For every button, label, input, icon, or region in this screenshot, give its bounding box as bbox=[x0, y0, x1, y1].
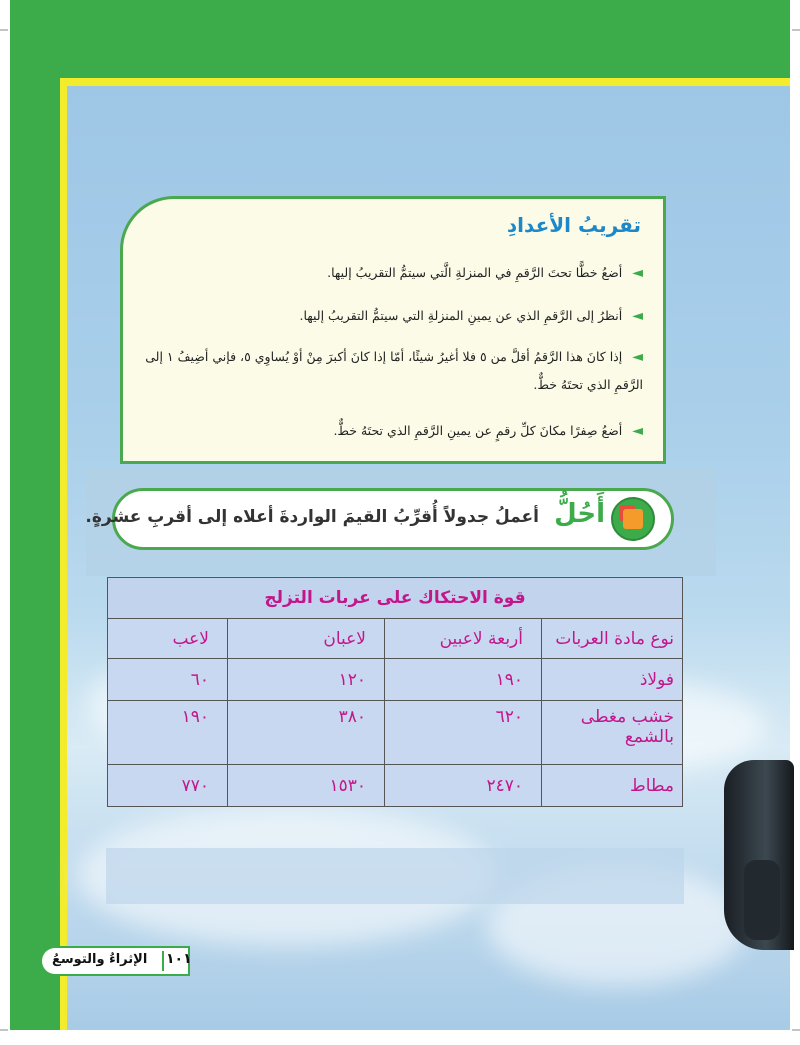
empty-strip bbox=[106, 848, 684, 904]
page-number: ١٠١ bbox=[166, 951, 192, 967]
table-header: نوع مادة العربات bbox=[542, 619, 683, 659]
table-cell: مطاط bbox=[542, 765, 683, 807]
table-title: قوة الاحتكاك على عربات التزلج bbox=[108, 578, 683, 619]
rules-box bbox=[120, 196, 666, 464]
rule-text: أضعُ خطًّا تحتَ الرَّقمِ في المنزلةِ الَّتي سيتمُّ التقريبُ إليها. bbox=[327, 265, 623, 280]
table-cell: ٣٨٠ bbox=[228, 701, 385, 765]
bullet-arrow-icon: ◄ bbox=[632, 308, 643, 324]
banner-instruction: أعملُ جدولاً أُقرِّبُ القيمَ الواردةَ أعلاه إلى أقربِ عشرةٍ. bbox=[85, 507, 539, 527]
table-cell: ٦٠ bbox=[108, 659, 228, 701]
table-cell: ٧٧٠ bbox=[108, 765, 228, 807]
table-header: لاعب bbox=[108, 619, 228, 659]
rule-item bbox=[143, 343, 643, 399]
bullet-arrow-icon: ◄ bbox=[632, 265, 643, 281]
table-row bbox=[108, 659, 683, 701]
rule-item bbox=[143, 302, 643, 330]
table-cell: ١٥٣٠ bbox=[228, 765, 385, 807]
table-header: أربعة لاعبين bbox=[385, 619, 542, 659]
table-cell: فولاذ bbox=[542, 659, 683, 701]
rule-text: إذا كانَ هذا الرَّقمُ أقلَّ من ٥ فلا أغيرُ شيئًا، أمّا إذا كانَ أكبرَ مِنْ أوْ يُساوِي ٥، فإني أضِيفُ ١ إلى الرَّقمِ الذي تحتَهُ خطٌّ. bbox=[145, 349, 643, 392]
solve-banner bbox=[85, 488, 674, 550]
footer-divider bbox=[162, 951, 164, 971]
table-cell: ٢٤٧٠ bbox=[385, 765, 542, 807]
table-cell: ١٢٠ bbox=[228, 659, 385, 701]
table-cell: ١٩٠ bbox=[385, 659, 542, 701]
banner-heading: أَحُلُّ bbox=[554, 499, 605, 529]
left-green-band bbox=[10, 0, 60, 1030]
table-cell: خشب مغطى بالشمع bbox=[542, 701, 683, 765]
rule-text: أضعُ صِفرًا مكانَ كلِّ رقمٍ عن يمينِ الرَّقمِ الذي تحتَهُ خطٌّ. bbox=[333, 423, 623, 438]
table-row bbox=[108, 765, 683, 807]
rules-title: تقريبُ الأعدادِ bbox=[506, 213, 641, 237]
rule-text: أنظرُ إلى الرَّقمِ الذي عن يمينِ المنزلةِ التي سيتمُّ التقريبُ إليها. bbox=[299, 308, 623, 323]
rule-item bbox=[143, 259, 643, 287]
friction-table bbox=[107, 577, 683, 807]
page-footer bbox=[40, 946, 190, 976]
table-header: لاعبان bbox=[228, 619, 385, 659]
bullet-arrow-icon: ◄ bbox=[632, 423, 643, 439]
sled-knob-image bbox=[744, 860, 780, 940]
table-cell: ١٩٠ bbox=[108, 701, 228, 765]
math-icon bbox=[611, 497, 655, 541]
rule-item bbox=[143, 417, 643, 445]
bullet-arrow-icon: ◄ bbox=[632, 349, 643, 365]
table-cell: ٦٢٠ bbox=[385, 701, 542, 765]
top-green-band bbox=[10, 0, 790, 78]
table-row bbox=[108, 701, 683, 765]
footer-section-label: الإثراءُ والتوسعُ bbox=[52, 952, 148, 967]
